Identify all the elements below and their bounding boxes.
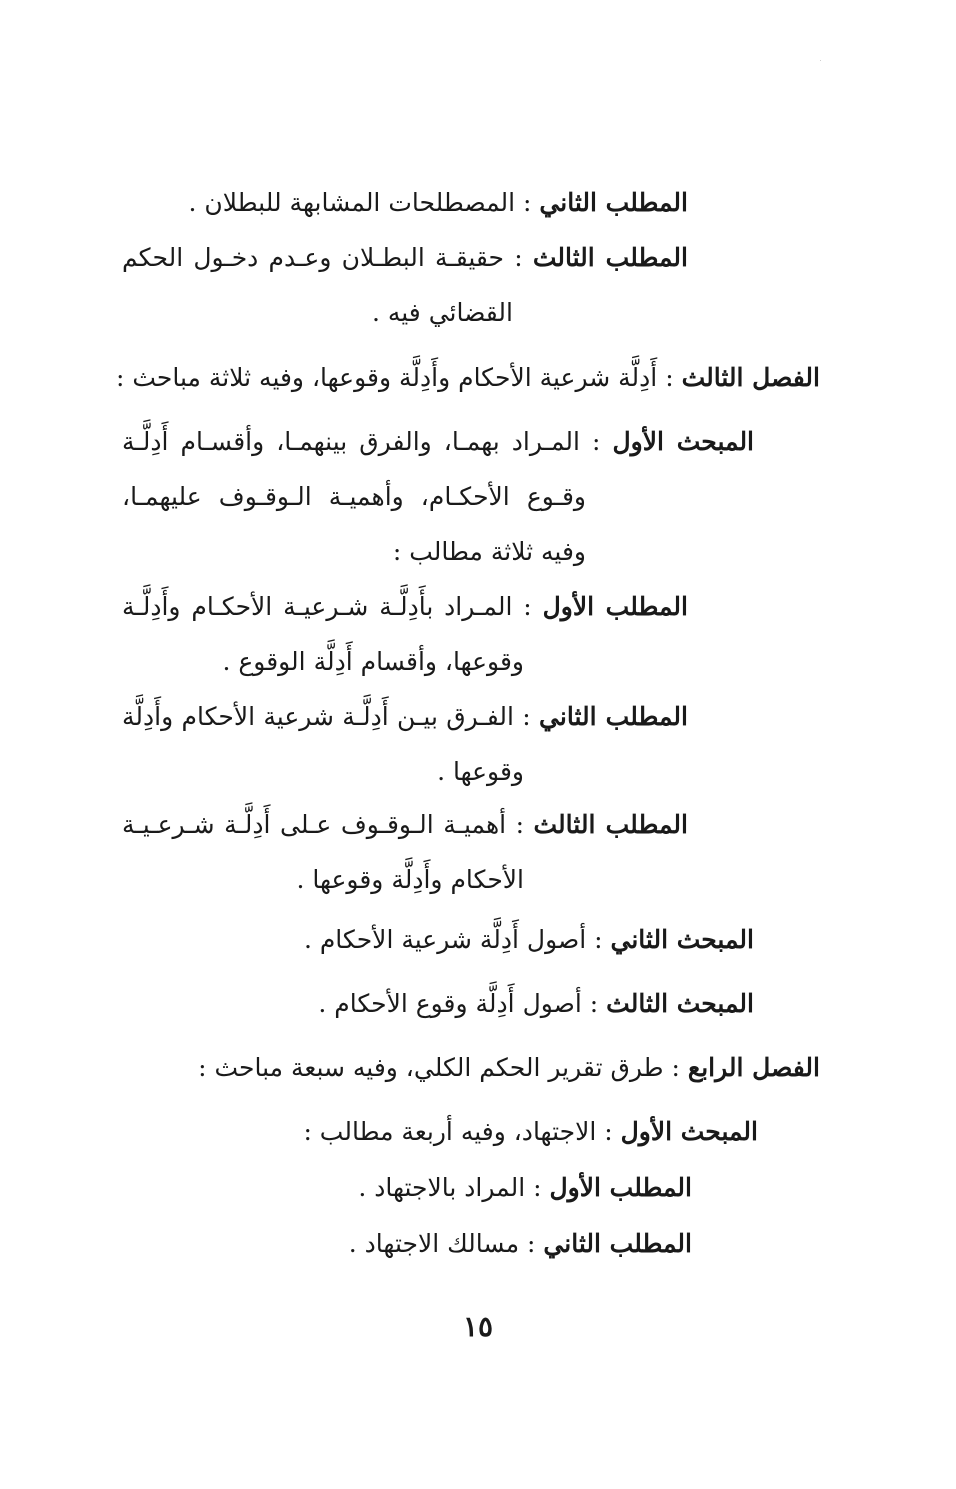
toc-entry	[122, 422, 754, 462]
entry-text: : أصول أَدِلَّة شرعية الأحكام .	[303, 925, 603, 954]
entry-label: المطلب الثاني	[539, 188, 688, 217]
entry-text: : أَدِلَّة شرعية الأحكام وأَدِلَّة وقوعها، وفيه ثلاثة مباحث :	[115, 363, 674, 392]
toc-entry	[122, 697, 688, 737]
entry-continuation: الأحكام وأَدِلَّة وقوعها .	[296, 865, 524, 894]
toc-entry	[303, 1112, 758, 1152]
entry-label: المطلب الثالث	[532, 243, 688, 272]
entry-continuation: وقـوع الأحكـام، وأهميـة الـوقـوف عليهمـا،	[122, 482, 586, 511]
entry-label: المبحث الأول	[612, 427, 755, 456]
toc-entry	[116, 358, 820, 398]
entry-text: : المـراد بهمـا، والفرق بينهمـا، وأقسـام أَدِلَّـة	[122, 427, 601, 456]
entry-label: المطلب الثالث	[533, 810, 688, 839]
toc-entry	[349, 1224, 692, 1264]
toc-entry	[198, 1048, 820, 1088]
entry-text: : الفـرق بيـن أَدِلَّـة شرعية الأحكام وأَدِلَّة	[122, 702, 531, 731]
toc-entry	[318, 984, 754, 1024]
entry-label: الفصل الرابع	[687, 1053, 820, 1082]
entry-text: : الاجتهاد، وفيه أربعة مطالب :	[303, 1117, 613, 1146]
entry-label: الفصل الثالث	[681, 363, 820, 392]
entry-label: المطلب الأول	[542, 592, 688, 621]
entry-continuation: وقوعها، وأقسام أَدِلَّة الوقوع .	[222, 647, 524, 676]
entry-text: : أصول أَدِلَّة وقوع الأحكام .	[318, 989, 599, 1018]
toc-entry	[189, 183, 689, 223]
toc-entry	[122, 805, 688, 845]
scan-speck	[820, 60, 821, 61]
entry-text: : المراد بالاجتهاد .	[358, 1173, 542, 1202]
entry-text: : المـراد بأَدِلَّـة شـرعيـة الأحكـام وأَدِلَّـة	[122, 592, 532, 621]
entry-text: : المصطلحات المشابهة للبطلان .	[188, 188, 532, 217]
entry-text: : مسالك الاجتهاد .	[348, 1229, 536, 1258]
toc-entry	[122, 238, 688, 278]
entry-label: المبحث الأول	[620, 1117, 758, 1146]
entry-label: المبحث الثاني	[610, 925, 754, 954]
toc-entry	[304, 920, 754, 960]
entry-continuation: وفيه ثلاثة مطالب :	[392, 537, 586, 566]
entry-label: المبحث الثالث	[606, 989, 754, 1018]
entry-continuation: القضائي فيه .	[371, 298, 513, 327]
entry-text: : طرق تقرير الحكم الكلي، وفيه سبعة مباحث :	[198, 1053, 680, 1082]
toc-entry	[122, 587, 688, 627]
toc-entry	[358, 1168, 692, 1208]
entry-text: : أهميـة الـوقـوف عـلى أَدِلَّـة شـرعـيـة	[122, 810, 524, 839]
entry-label: المطلب الثاني	[543, 1229, 692, 1258]
page-number: ١٥	[462, 1310, 494, 1343]
entry-text: : حقيقـة البطـلان وعـدم دخـول الحكم	[122, 243, 523, 272]
entry-label: المطلب الثاني	[539, 702, 688, 731]
entry-label: المطلب الأول	[549, 1173, 692, 1202]
entry-continuation: وقوعها .	[437, 757, 524, 786]
